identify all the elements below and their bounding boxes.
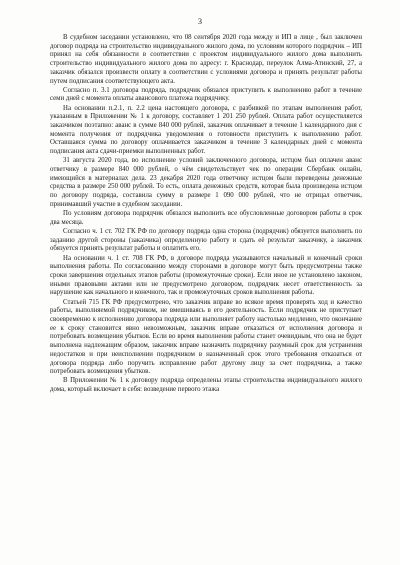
paragraph: В судебном заседании установлено, что 08 сентября 2020 года между и ИП в лице , был заключен договор подряда на строительство индивидуального жилого дома, по условиям которого подрядчик – ИП принял на себя обязанности в соответствии с проектом индивидуального жилого дома выполнить строительство индивидуального жилого дома по адресу: г. Краснодар, переулок Алма-Атинский, 27, а заказчик обязался произвести оплату в соответствии с условиями договора и принять результат работы путем подписания соответствующего акта. — [50, 34, 362, 85]
paragraph: 31 августа 2020 года, во исполнение условий заключенного договора, истцом был оплачен аванс ответчику в размере 840 000 рублей, о чём свидетельствует чек по операции Сбербанк онлайн, имеющийся в материалах дела. 23 декабря 2020 года ответчику истцом были переведены денежные средства в размере 250 000 рублей. То есть, оплата денежных средств, которая была произведена истцом по договору подряда, составила сумму в размере 1 090 000 рублей, что не отрицал ответчик, принимавший участие в судебном заседании. — [50, 157, 362, 208]
paragraph: На основании п.2.1, п. 2.2 цена настоящего договора, с разбивкой по этапам выполнения работ, указанным в Приложении № 1 к договору, составляет 1 201 250 рублей. Оплата работ осуществляется заказчиком поэтапно: аванс в сумме 840 000 рублей, заказчик оплачивает в течение 1 календарного дня с момента получения от подрядчика уведомления о готовности приступить к выполнению работ. Оставшаяся сумма по договору оплачивается заказчиком в течение 3 календарных дней с момента подписания акта сдачи-приемки выполненных работ. — [50, 104, 362, 156]
paragraph: По условиям договора подрядчик обязался выполнить все обусловленные договором работы в срок два месяца. — [50, 210, 362, 226]
paragraph: На основании ч. 1 ст. 708 ГК РФ, в договоре подряда указываются начальный и конечный сроки выполнения работы. По согласованию между сторонами в договоре могут быть предусмотрены также сроки завершения отдельных этапов работы (промежуточные сроки). Если иное не установлено законом, иными правовыми актами или не предусмотрено договором, подрядчик несет ответственность за нарушение как начального и конечного, так и промежуточных сроков выполнения работы. — [50, 254, 362, 297]
paragraph: Согласно ч. 1 ст. 702 ГК РФ по договору подряда одна сторона (подрядчик) обязуется выполнить по заданию другой стороны (заказчика) определенную работу и сдать её результат заказчику, а заказчик обязуется принять результат работы и оплатить его. — [50, 227, 362, 253]
page-number: 3 — [198, 17, 202, 26]
paragraph: Статьей 715 ГК РФ предусмотрено, что заказчик вправе во всякое время проверять ход и качество работы, выполняемой подрядчиком, не вмешиваясь в его деятельность. Если подрядчик не приступает своевременно к исполнению договора подряда или выполняет работу настолько медленно, что окончание ее к сроку становится явно невозможным, заказчик вправе отказаться от исполнения договора и потребовать возмещения убытков. Если во время выполнения работы станет очевидным, что она не будет выполнена надлежащим образом, заказчик вправе назначить подрядчику разумный срок для устранения недостатков и при неисполнении подрядчиком в назначенный срок этого требования отказаться от договора подряда либо поручить исправление работ другому лицу за счет подрядчика, а также потребовать возмещения убытков. — [50, 298, 362, 376]
paragraph: В Приложении № 1 к договору подряда определены этапы строительства индивидуального жилого дома, который включает в себя: возведение первого этажа — [50, 377, 362, 394]
document-body — [50, 34, 362, 395]
paragraph: Согласно п. 3.1 договора подряда, подрядчик обязался приступить к выполнению работ в течение семи дней с момента оплаты авансового платежа подрядчику. — [50, 86, 362, 103]
